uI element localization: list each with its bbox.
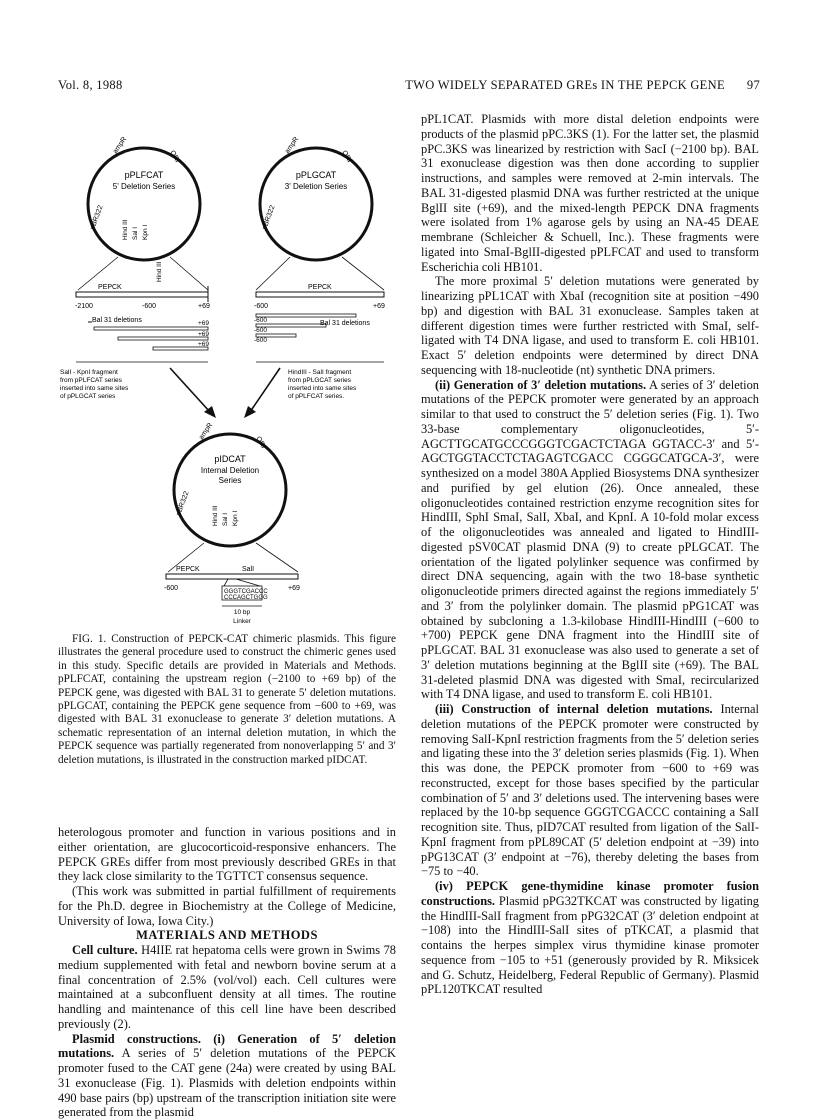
plasmid3-sub1: Internal Deletion: [201, 466, 259, 475]
minus600-b: -600: [254, 327, 267, 334]
left-note-3: inserted into same sites: [60, 385, 129, 392]
plasmid1-insert: PEPCK: [98, 284, 122, 291]
runin-tk-fusion: (iv) PEPCK gene-thymidine kinase promoter fusion constructions.: [421, 879, 759, 908]
plasmid3-coord-right: +69: [288, 585, 300, 592]
construction-arrows: [60, 362, 384, 418]
plasmid2-coord-right: +69: [373, 303, 385, 310]
minus600-c: -600: [254, 337, 267, 344]
plus69-a: +69: [198, 320, 209, 327]
plasmid1-top-site: Hind III: [156, 261, 163, 282]
plasmid3-pbr: pBR322: [175, 490, 190, 516]
plasmid1-coord-mid: -600: [142, 303, 156, 310]
plasmid3-ori: ORI: [254, 436, 266, 450]
running-header: [58, 78, 760, 98]
plasmid1-amp: ampR: [112, 136, 128, 155]
plasmid1-bal31: Bal 31 deletions: [92, 317, 142, 324]
plasmid3-site-sal: Sal I: [222, 513, 229, 526]
plasmid-pplgcat: [254, 136, 385, 344]
plasmid1-sub: 5' Deletion Series: [113, 182, 175, 191]
left-paragraph-3: Cell culture. H4IIE rat hepatoma cells were grown in Swims 78 medium supplemented with fetal and newborn bovine serum at a final concentration of 2.5% (vol/vol) each. Cell cultures were maintained at a subconfluent density at all times. The routine handling and maintenance of this cell line have been described previously (2).: [58, 943, 396, 1032]
plasmid1-name: pPLFCAT: [125, 170, 164, 180]
plasmid1-pbr: pBR322: [89, 204, 104, 230]
runin-plasmid-constructions: Plasmid constructions. (i) Generation of 5′ deletion mutations.: [58, 1032, 396, 1061]
plasmid2-insert: PEPCK: [308, 284, 332, 291]
linker-seq2: CCCAGCTGGG: [224, 595, 268, 601]
page-number: 97: [747, 78, 760, 92]
figure-1: [58, 112, 396, 627]
plasmid3-name: pIDCAT: [214, 454, 246, 464]
right-column: [421, 112, 759, 997]
left-note-1: SalI - KpnI fragment: [60, 369, 118, 376]
left-paragraph-2: (This work was submitted in partial fulfillment of requirements for the Ph.D. degree in Biochemistry at the College of Medicine, University of Iowa, Iowa City.): [58, 884, 396, 928]
plasmid2-amp: ampR: [284, 136, 300, 155]
linker-seq1: GGGTCGACCC: [224, 589, 268, 595]
linker-length: 10 bp: [234, 609, 251, 616]
running-title: TWO WIDELY SEPARATED GREs IN THE PEPCK GENE: [405, 78, 725, 92]
right-paragraph-1: pPL1CAT. Plasmids with more distal deletion endpoints were products of the plasmid pPC.3KS (1). For the latter set, the plasmid pPC.3KS was linearized by restriction with SacI (−2100 bp). BAL 31 exonuclease digestion was then done according to supplier instructions, and samples were removed at 2-min intervals. The BAL 31-digested plasmid DNA was further restricted at the unique BglII site (+69), and the mixed-length PEPCK DNA fragments were isolated from 1% agarose gels by using an NA-45 DEAE membrane (Schleicher & Schuell, Inc.). These fragments were ligated into SmaI-BglII-digested pPLFCAT and used to transform Escherichia coli HB101.: [421, 112, 759, 274]
figure-caption: FIG. 1. Construction of PEPCK-CAT chimeric plasmids. This figure illustrates the general procedure used to construct the chimeric genes used in this study. Specific details are provided in Materials and Methods. pPLFCAT, containing the upstream region (−2100 to +69 bp) of the PEPCK gene, was digested with BAL 31 to generate 5′ deletion mutations. pPLGCAT, containing the PEPCK gene sequence from −600 to +69, was digested with BAL 31 exonuclease to generate 3′ deletion mutations. A schematic representation of an internal deletion mutation, in which the PEPCK sequence was partially regenerated from nonoverlapping 5′ and 3′ deletion mutations, is illustrated in the construction marked pIDCAT.: [58, 633, 396, 767]
runin-internal-deletions: (iii) Construction of internal deletion mutations.: [435, 702, 713, 716]
right-note-2: from pPLGCAT series: [288, 377, 352, 384]
left-paragraph-1: heterologous promoter and function in various positions and in either orientation, are glucocorticoid-responsive enhancers. The PEPCK GREs differ from most previously described GREs in that they lack close similarity to the TGTTCT consensus sequence.: [58, 825, 396, 884]
minus600-a: -600: [254, 317, 267, 324]
plasmid1-coord-left: -2100: [75, 303, 93, 310]
section-heading-methods: MATERIALS AND METHODS: [58, 928, 396, 943]
plasmid1-coord-right: +69: [198, 303, 210, 310]
plasmid1-ori: ORI: [168, 150, 180, 164]
plasmid3-insert: PEPCK: [176, 566, 200, 573]
plasmid1-site-hind: Hind III: [122, 219, 129, 240]
plasmid2-coord-left: -600: [254, 303, 268, 310]
plasmid2-pbr: pBR322: [261, 204, 276, 230]
plasmid3-sub2: Series: [219, 476, 242, 485]
right-paragraph-4: (iii) Construction of internal deletion mutations. Internal deletion mutations of the PEPCK promoter were constructed by removing SalI-KpnI restriction fragments from the 5′ deletion series and ligating these into the 3′ deletion series plasmids (Fig. 1). When this was done, the PEPCK promoter from −600 to +69 was reconstructed, except for those bases specified by the particular combination of 5′ and 3′ deletions used. The intervening bases were replaced by the 10-bp sequence GGGTCGACCC containing a SalI recognition site. Thus, pID7CAT resulted from ligation of the SalI-KpnI fragment from pPL89CAT (5′ deletion endpoint at −39) into pPG13CAT (3′ endpoint at −76), thereby deleting the bases from −75 to −40.: [421, 702, 759, 879]
journal-volume: Vol. 8, 1988: [58, 78, 123, 93]
plasmid3-site-kpn: Kpn I: [232, 511, 239, 526]
plasmid2-name: pPLGCAT: [296, 170, 337, 180]
plasmid1-site-sal: Sal I: [132, 227, 139, 240]
plasmid1-site-kpn: Kpn I: [142, 225, 149, 240]
left-note-2: from pPLFCAT series: [60, 377, 123, 384]
plasmid2-bal31: Bal 31 deletions: [320, 320, 370, 327]
plasmid-pplfcat: [75, 136, 210, 350]
runin-3prime-deletions: (ii) Generation of 3′ deletion mutations.: [435, 378, 646, 392]
plasmid3-amp: ampR: [198, 422, 214, 441]
right-note-4: of pPLFCAT series.: [288, 393, 344, 400]
plasmid3-coord-left: -600: [164, 585, 178, 592]
right-note-1: HindIII - SalI fragment: [288, 369, 351, 376]
right-note-3: inserted into same sites: [288, 385, 357, 392]
linker-label: Linker: [233, 618, 252, 625]
plasmid3-site-hind: Hind III: [212, 505, 219, 526]
left-column: [58, 825, 396, 1120]
right-paragraph-2: The more proximal 5′ deletion mutations were generated by linearizing pPL1CAT with XbaI (recognition site at position −490 bp) and digestion with BAL 31 exonuclease. Samples taken at different digestion times were further restricted with SmaI, self-ligated with T4 DNA ligase, and used to transform E. coli HB101. Exact 5′ deletion endpoints were determined by direct DNA sequencing with 18-nucleotide (nt) synthetic DNA primers.: [421, 274, 759, 377]
right-paragraph-3: (ii) Generation of 3′ deletion mutations. A series of 3′ deletion mutations of the PEPCK promoter were generated by an approach similar to that used to construct the 5′ deletion series (Fig. 1). Two 33-base complementary oligonucleotides, 5′-AGCTTGCATGCCCGGGTCGACTCTAGA GGTACC-3′ and 5′-AGCTGGTACCTCTAGAGTCGACC CGGGCATGCA-3′, were synthesized on a model 380A Applied Biosystems DNA synthesizer and purified by gel elution (26). Once annealed, these oligonucleotides contained restriction enzyme recognition sites for HindIII, SphI SmaI, SalI, XbaI, and KpnI. A 10-fold molar excess of the oligonucleotides was annealed and ligated to HindIII-digested pSV0CAT plasmid DNA (9) to create pPLGCAT. The orientation of the ligated polylinker sequence was confirmed by direct DNA sequencing, again with the two 18-base synthetic oligonucleotide primers directed against the regions immediately 5′ and 3′ from the polylinker domain. The plasmid pPG1CAT was obtained by subcloning a 1.3-kilobase HindIII-HindIII (−600 to +700) PEPCK gene DNA fragment into the HindIII site of pPLGCAT. BAL 31 exonuclease was also used to generate a set of 3′ deletion mutations beginning at the BglII site (+69). The BAL 31-deleted plasmid DNA was digested with SmaI, recircularized with T4 DNA ligase, and used to transform E. coli HB101.: [421, 378, 759, 703]
runin-cell-culture: Cell culture.: [72, 943, 138, 957]
plasmid2-ori: ORI: [340, 150, 352, 164]
plasmid3-insert-site: SalI: [242, 566, 254, 573]
right-paragraph-5: (iv) PEPCK gene-thymidine kinase promoter fusion constructions. Plasmid pPG32TKCAT was constructed by ligating the HindIII-SalI fragment from pPG32CAT (3′ deletion endpoint at −108) into the HindIII-SalI sites of pTKCAT, a plasmid that contains the herpes simplex virus thymidine kinase promoter sequence from −105 to +51 (generously provided by R. Miksicek and G. Schutz, Heidelberg, Federal Republic of Germany). Plasmid pPL120TKCAT resulted: [421, 879, 759, 997]
plasmid-pidcat: [164, 422, 300, 625]
left-paragraph-4: Plasmid constructions. (i) Generation of 5′ deletion mutations. A series of 5′ deletion mutations of the PEPCK promoter fused to the CAT gene (24a) were created by using BAL 31 exonuclease (Fig. 1). Plasmids with deletion endpoints within 490 base pairs (bp) upstream of the transcription initiation site were generated from the plasmid: [58, 1032, 396, 1120]
plus69-b: +69: [198, 331, 209, 338]
left-note-4: of pPLGCAT series: [60, 393, 116, 400]
plasmid2-sub: 3' Deletion Series: [285, 182, 347, 191]
plus69-c: +69: [198, 341, 209, 348]
